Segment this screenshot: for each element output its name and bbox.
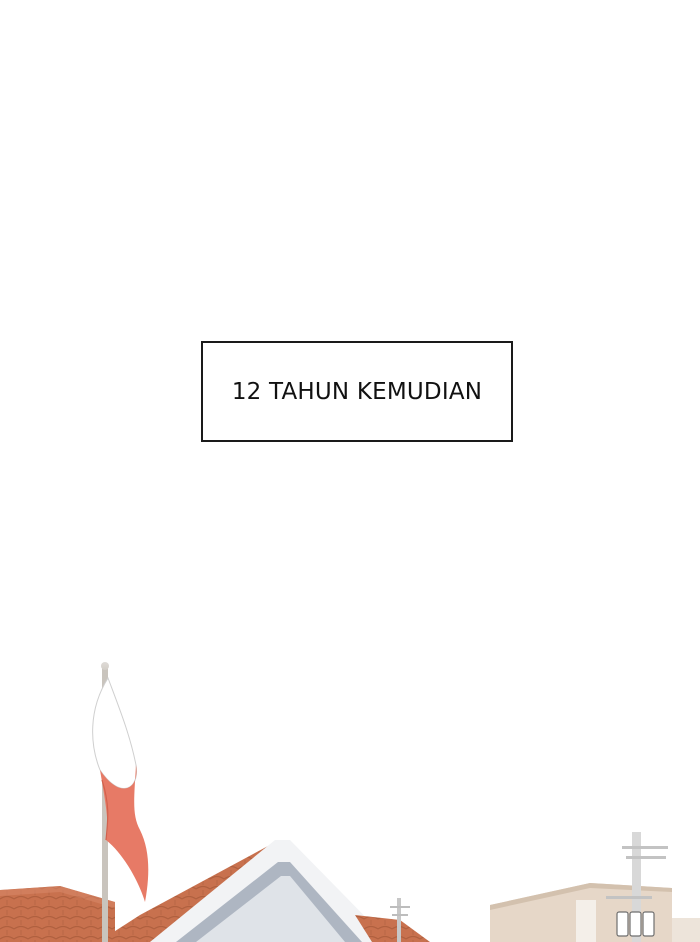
central-gable-roof [98,840,430,942]
left-roof [0,886,115,942]
right-building [490,883,700,942]
village-rooftops-flag-icon [0,640,700,942]
narration-caption-box [201,341,513,442]
red-white-flag [93,678,149,902]
narration-caption-text: 12 TAHUN KEMUDIAN [231,378,483,405]
